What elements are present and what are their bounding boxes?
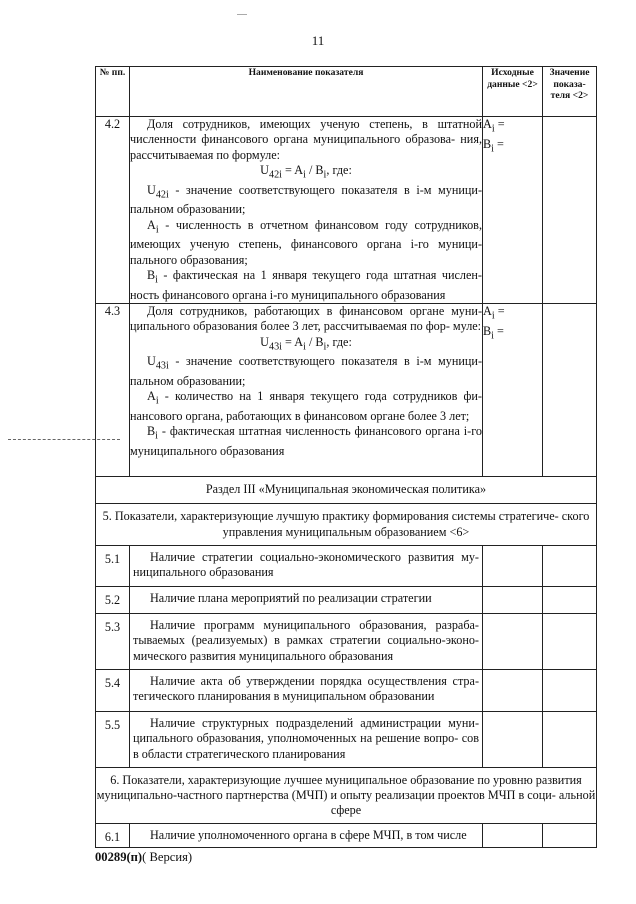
block-5-heading: 5. Показатели, характеризующие лучшую практику формирования системы стратегиче- ского управления муниципальным образованием <6>	[96, 504, 597, 546]
paragraph: $U_{42i}$ - значение соответствующего показателя в i-м муници- пальном образовании;	[130, 182, 482, 217]
block-heading-row	[96, 504, 597, 546]
table-row-5-1	[96, 546, 597, 587]
table-row-4-2	[96, 117, 597, 304]
row-description: Наличие структурных подразделений администрации муни- ципального образования, уполномоченных на решение вопро- сов в области стратегического планирования	[130, 712, 483, 768]
table-row-4-3	[96, 304, 597, 477]
block-6-heading: 6. Показатели, характеризующие лучшее муниципальное образование по уровню развития муниципально-частного партнерства (МЧП) и опыту реализации проектов МЧП в соци- альной сфере	[96, 768, 597, 824]
row-description: Наличие акта об утверждении порядка осуществления стра- тегического планирования в муниципальном образовании	[130, 670, 483, 712]
value-cell[interactable]	[543, 587, 597, 614]
row-description: Наличие программ муниципального образования, разраба- тываемых (реализуемых) в рамках стратегии социально-эконо- мического развития муниципального образования	[130, 614, 483, 670]
row-description: Наличие стратегии социально-экономического развития му- ниципального образования	[130, 546, 483, 587]
scan-mark	[237, 8, 247, 15]
row-number: 5.2	[96, 587, 130, 614]
scan-margin-dashes	[8, 439, 120, 440]
paragraph: Доля сотрудников, имеющих ученую степень, в штатной численности финансового органа муниципального образова- ния, рассчитываемая по формуле:	[130, 117, 482, 162]
footer-version: ( Версия)	[142, 850, 193, 864]
row-description: Наличие уполномоченного органа в сфере МЧП, в том числе	[130, 824, 483, 848]
header-value: Значение показа- теля <2>	[543, 67, 597, 117]
indicators-table	[95, 66, 597, 848]
header-source: Исходные данные <2>	[483, 67, 543, 117]
header-num: № пп.	[96, 67, 130, 117]
source-data-cell[interactable]	[483, 587, 543, 614]
row-description	[130, 117, 483, 304]
value-cell[interactable]	[543, 614, 597, 670]
row-description	[130, 304, 483, 477]
formula: $U_{42i} = A_i / B_i$, где:	[260, 162, 352, 181]
block-heading-row	[96, 768, 597, 824]
source-data-cell[interactable]	[483, 614, 543, 670]
table-row-6-1	[96, 824, 597, 848]
table-row-5-2	[96, 587, 597, 614]
table-row-5-3	[96, 614, 597, 670]
value-cell[interactable]	[543, 824, 597, 848]
source-data-cell[interactable]	[483, 304, 543, 477]
value-cell[interactable]	[543, 546, 597, 587]
table-row-5-4	[96, 670, 597, 712]
value-cell[interactable]	[543, 670, 597, 712]
table-header-row	[96, 67, 597, 117]
source-a: $A_i$ =	[483, 117, 505, 135]
row-number: 4.3	[96, 304, 130, 477]
source-data-cell[interactable]	[483, 712, 543, 768]
paragraph: $U_{43i}$ - значение соответствующего показателя в i-м муници- пальном образовании;	[130, 354, 482, 389]
section-3-heading: Раздел III «Муниципальная экономическая политика»	[96, 477, 597, 504]
paragraph: $A_i$ - количество на 1 января текущего года сотрудников фи- нансового органа, работающих в финансовом органе более 3 лет;	[130, 389, 482, 424]
source-data-cell[interactable]	[483, 117, 543, 304]
table-row-5-5	[96, 712, 597, 768]
row-number: 5.1	[96, 546, 130, 587]
source-data-cell[interactable]	[483, 670, 543, 712]
value-cell[interactable]	[543, 117, 597, 304]
row-number: 5.3	[96, 614, 130, 670]
paragraph: $B_i$ - фактическая штатная численность финансового органа i-го муниципального образования	[130, 424, 482, 459]
value-cell[interactable]	[543, 712, 597, 768]
value-cell[interactable]	[543, 304, 597, 477]
source-data-cell[interactable]	[483, 546, 543, 587]
header-name: Наименование показателя	[130, 67, 483, 117]
row-number: 4.2	[96, 117, 130, 304]
formula: $U_{43i} = A_i / B_i$, где:	[260, 334, 352, 353]
footer-code: 00289(п)	[95, 850, 143, 864]
paragraph: Доля сотрудников, работающих в финансовом органе муни- ципального образования более 3 лет, рассчитываемая по фор- муле:	[130, 304, 482, 334]
source-b: $B_i$ =	[483, 323, 504, 342]
section-heading-row	[96, 477, 597, 504]
page-number: 11	[311, 33, 325, 48]
row-description: Наличие плана мероприятий по реализации стратегии	[130, 587, 483, 614]
footer	[95, 850, 192, 865]
paragraph: $B_i$ - фактическая на 1 января текущего года штатная числен- ность финансового органа i-го муниципального образования	[130, 267, 482, 302]
source-data-cell[interactable]	[483, 824, 543, 848]
paragraph: $A_i$ - численность в отчетном финансовом году сотрудников, имеющих ученую степень, финансового органа i-го муници- пального образования;	[130, 217, 482, 267]
source-a: $A_i$ =	[483, 304, 505, 322]
row-number: 5.4	[96, 670, 130, 712]
row-number: 6.1	[96, 824, 130, 848]
source-b: $B_i$ =	[483, 136, 504, 155]
row-number: 5.5	[96, 712, 130, 768]
